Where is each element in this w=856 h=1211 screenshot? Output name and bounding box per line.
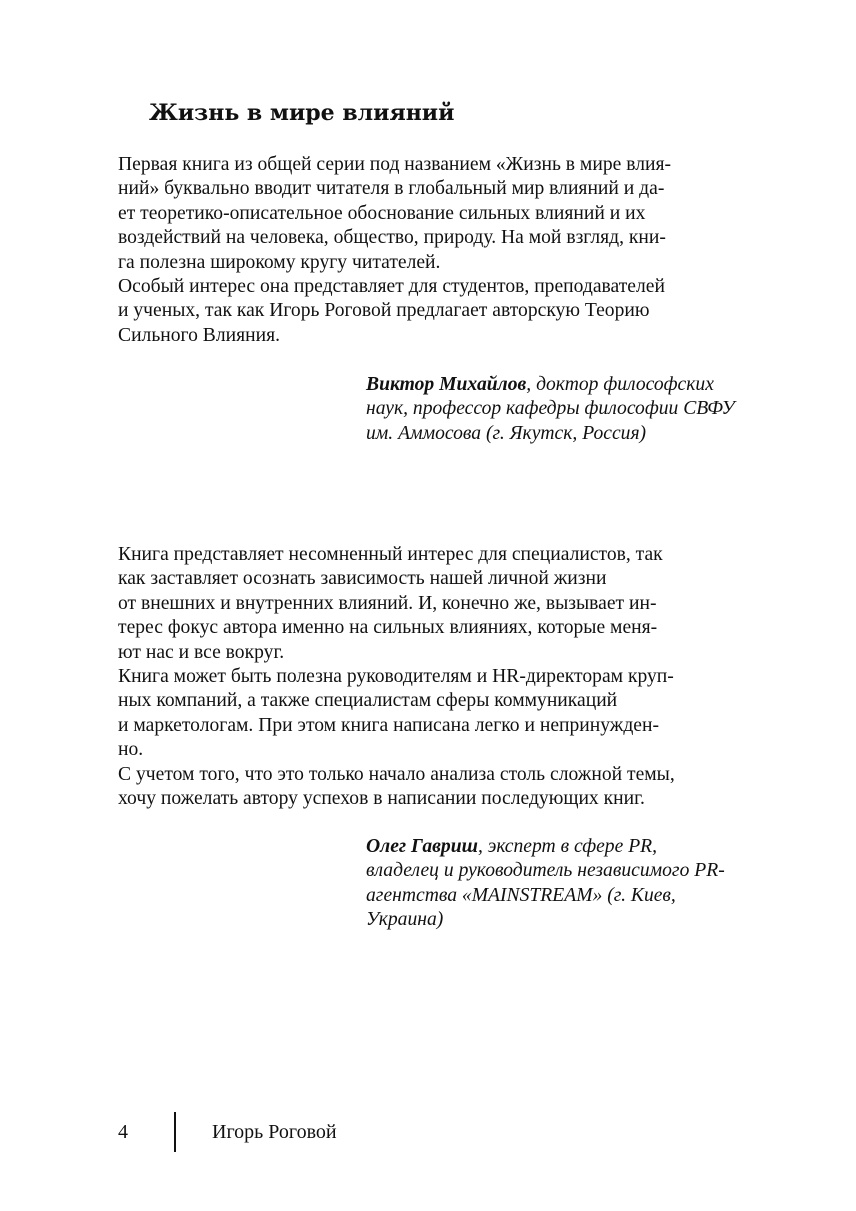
signature-line: наук, профессор кафедры философии СВФУ	[366, 398, 735, 420]
text-line: ных компаний, а также специалистам сферы коммуникаций	[118, 690, 618, 712]
text-line: но.	[118, 739, 144, 761]
text-line: га полезна широкому кругу читателей.	[118, 251, 441, 273]
review-2-text	[118, 543, 738, 811]
text-line: Сильного Влияния.	[118, 324, 281, 346]
review-2-signature	[366, 835, 746, 933]
signature-line: владелец и руководитель независимого PR-	[366, 860, 725, 882]
text-line: Книга представляет несомненный интерес для специалистов, так	[118, 544, 663, 565]
text-line: и маркетологам. При этом книга написана легко и непринужден-	[118, 714, 660, 736]
page-number: 4	[118, 1121, 128, 1143]
footer-divider	[174, 1112, 176, 1152]
text-line: ют нас и все вокруг.	[118, 641, 285, 663]
review-1-signature	[366, 373, 746, 446]
text-line: Книга может быть полезна руководителям и HR-директорам круп-	[118, 666, 674, 688]
signature-line: им. Аммосова (г. Якутск, Россия)	[366, 422, 647, 444]
review-1-text	[118, 153, 738, 348]
text-line: от внешних и внутренних влияний. И, конечно же, вызывает ин-	[118, 592, 657, 614]
text-line: Первая книга из общей серии под названием «Жизнь в мире влия-	[118, 154, 672, 175]
text-line: как заставляет осознать зависимость нашей личной жизни	[118, 568, 607, 590]
signature-line	[366, 373, 746, 397]
signature-credentials: , доктор философских	[526, 374, 714, 395]
signature-line	[366, 835, 746, 859]
signature-author: Олег Гавриш	[366, 836, 478, 857]
text-line: хочу пожелать автору успехов в написании последующих книг.	[118, 788, 645, 810]
signature-line: агентства «MAINSTREAM» (г. Киев,	[366, 884, 676, 906]
text-line: терес фокус автора именно на сильных влияниях, которые меня-	[118, 617, 658, 639]
signature-author: Виктор Михайлов	[366, 374, 527, 395]
signature-credentials: , эксперт в сфере PR,	[477, 836, 658, 857]
text-line: ний» буквально вводит читателя в глобальный мир влияний и да-	[118, 178, 665, 200]
section-heading: Жизнь в мире влияний	[149, 100, 455, 126]
running-footer-author: Игорь Роговой	[212, 1121, 337, 1143]
text-line: и ученых, так как Игорь Роговой предлагает авторскую Теорию	[118, 300, 650, 322]
signature-line: Украина)	[366, 909, 444, 931]
text-line: Особый интерес она представляет для студентов, преподавателей	[118, 276, 665, 298]
text-line: воздействий на человека, общество, природу. На мой взгляд, кни-	[118, 227, 666, 249]
text-line: ет теоретико-описательное обоснование сильных влияний и их	[118, 202, 646, 224]
text-line: С учетом того, что это только начало анализа столь сложной темы,	[118, 763, 675, 785]
